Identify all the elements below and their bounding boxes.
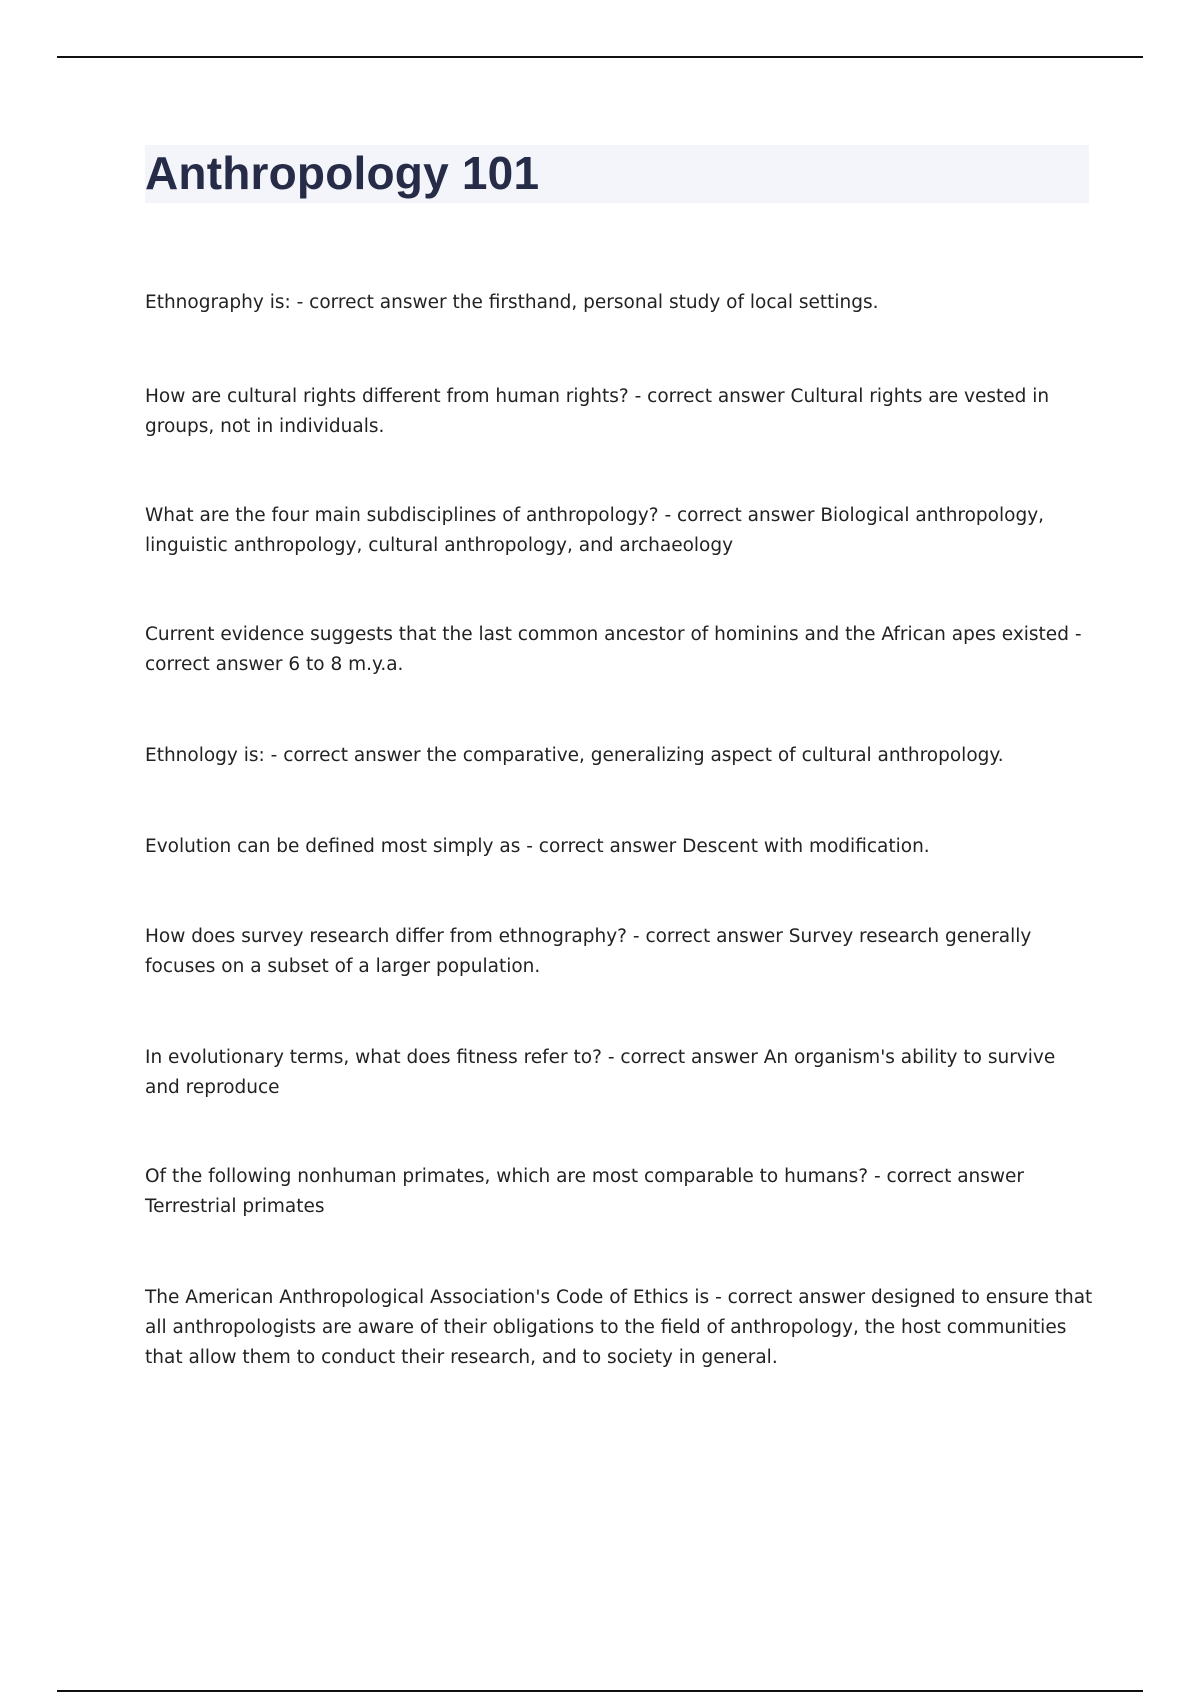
qa-item: Of the following nonhuman primates, which are most comparable to humans? - correct answer Terrestrial primates	[145, 1166, 1025, 1217]
qa-item: Current evidence suggests that the last common ancestor of hominins and the African apes existed - correct answer 6 to 8 m.y.a.	[145, 624, 1082, 675]
qa-item: How does survey research differ from ethnography? - correct answer Survey research generally focuses on a subset of a larger population.	[145, 926, 1032, 977]
qa-item: Ethnology is: - correct answer the comparative, generalizing aspect of cultural anthropology.	[145, 745, 1004, 766]
qa-item: What are the four main subdisciplines of anthropology? - correct answer Biological anthropology, linguistic anthropology, cultural anthropology, and archaeology	[145, 505, 1045, 556]
document-title: Anthropology 101	[145, 147, 540, 199]
qa-item: Ethnography is: - correct answer the firsthand, personal study of local settings.	[145, 292, 879, 313]
qa-item: In evolutionary terms, what does fitness refer to? - correct answer An organism's ability to survive and reproduce	[145, 1047, 1056, 1098]
qa-item: The American Anthropological Association's Code of Ethics is - correct answer designed to ensure that all anthropologists are aware of their obligations to the field of anthropology, the host communities that allow them to conduct their research, and to society in general.	[145, 1287, 1093, 1368]
bottom-divider	[57, 1690, 1143, 1692]
top-divider	[57, 56, 1143, 58]
qa-item: How are cultural rights different from human rights? - correct answer Cultural rights are vested in groups, not in individuals.	[145, 386, 1050, 437]
qa-item: Evolution can be defined most simply as - correct answer Descent with modification.	[145, 836, 930, 857]
